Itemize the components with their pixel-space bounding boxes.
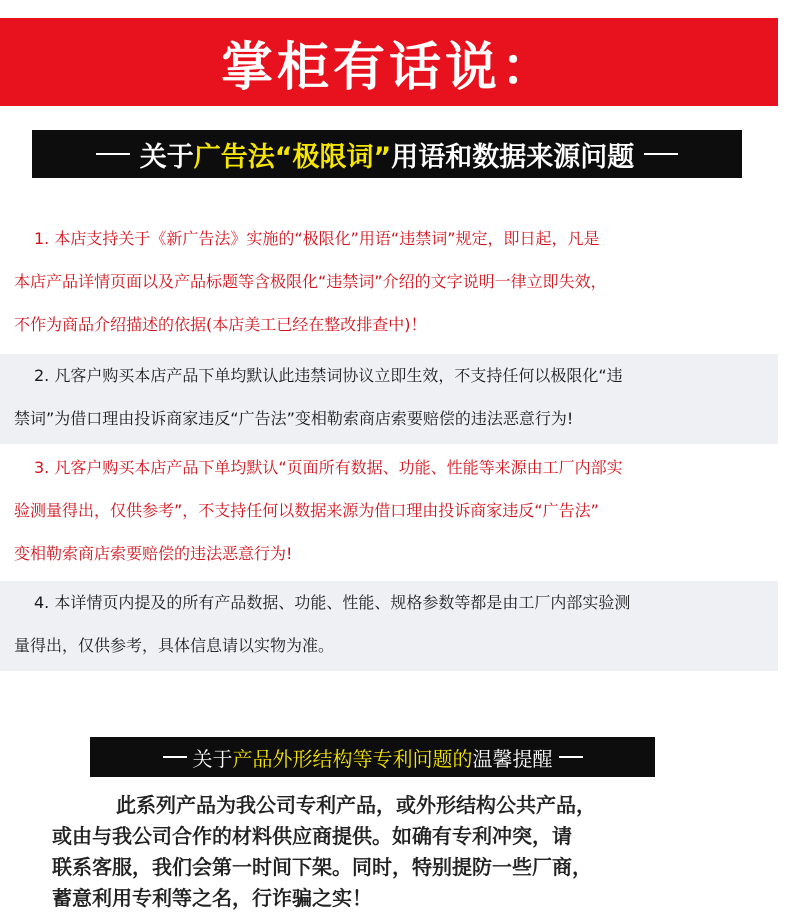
notice-line: 2. 凡客户购买本店产品下单均默认此违禁词协议立即生效，不支持任何以极限化“违 xyxy=(34,366,623,385)
patent-notice xyxy=(52,790,772,914)
notice-line: 4. 本详情页内提及的所有产品数据、功能、性能、规格参数等都是由工厂内部实验测 xyxy=(34,593,631,612)
banner-text-pre: 关于 xyxy=(139,141,194,173)
notice-line: 验测量得出，仅供参考”，不支持任何以数据来源为借口理由投诉商家违反“广告法” xyxy=(14,501,599,520)
section2-banner xyxy=(90,737,655,777)
section1-banner xyxy=(32,130,742,178)
patent-line: 或由与我公司合作的材料供应商提供。如确有专利冲突，请 xyxy=(52,824,572,848)
notice-item-4 xyxy=(0,581,778,671)
banner-dash-left xyxy=(163,756,187,758)
notice-line: 3. 凡客户购买本店产品下单均默认“页面所有数据、功能、性能等来源由工厂内部实 xyxy=(34,458,623,477)
banner-text-highlight: 产品外形结构等专利问题的 xyxy=(232,746,473,771)
notice-item-1 xyxy=(0,217,778,346)
banner-text-highlight: 广告法“极限词” xyxy=(193,141,392,173)
title-bar xyxy=(0,18,778,106)
banner-text-post: 温馨提醒 xyxy=(472,746,553,771)
notice-line: 变相勒索商店索要赔偿的违法恶意行为! xyxy=(14,544,293,563)
notice-line: 本店产品详情页面以及产品标题等含极限化“违禁词”介绍的文字说明一律立即失效， xyxy=(14,272,607,291)
banner-dash-left xyxy=(96,153,130,155)
notice-line: 量得出，仅供参考，具体信息请以实物为准。 xyxy=(14,636,335,655)
patent-line: 蓄意利用专利等之名，行诈骗之实！ xyxy=(52,886,372,910)
notice-line: 禁词”为借口理由投诉商家违反“广告法”变相勒索商店索要赔偿的违法恶意行为! xyxy=(14,409,574,428)
banner-dash-right xyxy=(644,153,678,155)
banner-text-post: 用语和数据来源问题 xyxy=(391,141,635,173)
notice-line: 1. 本店支持关于《新广告法》实施的“极限化”用语“违禁词”规定，即日起，凡是 xyxy=(34,229,600,248)
notice-line: 不作为商品介绍描述的依据(本店美工已经在整改排查中)！ xyxy=(14,315,427,334)
banner-dash-right xyxy=(559,756,583,758)
notice-item-3 xyxy=(0,446,778,575)
banner-text-pre: 关于 xyxy=(192,746,233,771)
patent-line: 此系列产品为我公司专利产品，或外形结构公共产品， xyxy=(116,793,596,817)
patent-line: 联系客服，我们会第一时间下架。同时，特别提防一些厂商， xyxy=(52,855,592,879)
notice-item-2 xyxy=(0,354,778,444)
page-title: 掌柜有话说： xyxy=(220,37,557,98)
